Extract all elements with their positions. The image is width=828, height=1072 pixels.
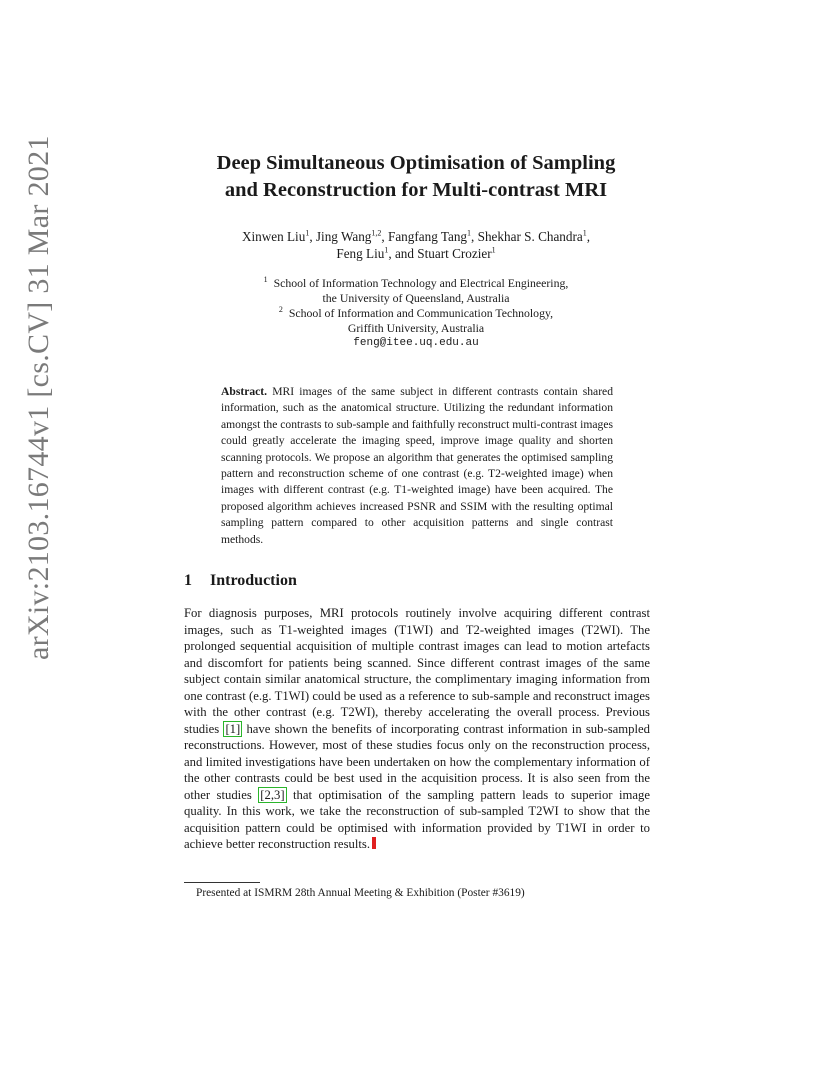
citation-link-2-3[interactable]: [2,3] (260, 787, 285, 802)
affiliation-text: School of Information Technology and Electrical Engineering, (273, 276, 569, 290)
author-sep: , (309, 229, 316, 244)
affiliation-text: School of Information and Communication Technology, (288, 306, 554, 320)
intro-text-part-2: have shown the benefits of incorporating contrast information in sub-sampled reconstructions. However, most of these studies focus only on the reconstruction process, and limited investigations have been undertaken on how the complementary information of the other contrasts could be best used in the acquisition process. It is also seen from the other studies (184, 721, 650, 802)
author-line-1 (170, 228, 662, 245)
section-number: 1 (184, 572, 192, 589)
author-affil-sup: 1 (467, 228, 472, 238)
citation-link-1[interactable]: [1] (225, 721, 241, 736)
author-affil-sup: 1 (491, 245, 496, 255)
author-name: Shekhar S. Chandra (477, 229, 583, 244)
paper-title (150, 150, 682, 204)
intro-text-part-3: that optimisation of the sampling pattern leads to superior image quality. In this work, we take the reconstruction of sub-sampled T2WI to show that the acquisition pattern could be optimised with information provided by T1WI in order to achieve better reconstruction results. (184, 787, 650, 851)
author-affil-sup: 1 (384, 245, 389, 255)
abstract-label: Abstract. (221, 385, 268, 398)
author-name: Stuart Crozier (417, 246, 492, 261)
author-name: Feng Liu (336, 246, 385, 261)
author-line-2 (170, 245, 662, 262)
author-name: Xinwen Liu (241, 229, 306, 244)
author-sep: , and (388, 246, 418, 261)
title-line-2: and Reconstruction for Multi-contrast MRI (224, 179, 608, 201)
abstract (221, 384, 613, 548)
abstract-text: MRI images of the same subject in different contrasts contain shared information, such as the anatomical structure. Utilizing the redundant information amongst the contrasts to sub-sample and faithfully reconstruct multi-contrast images could greatly accelerate the imaging speed, improve image quality and shorten scanning protocols. We propose an algorithm that generates the optimised sampling pattern and reconstruction scheme of one contrast (e.g. T2-weighted image) when images with different contrast (e.g. T1-weighted image) have been acquired. The proposed algorithm achieves increased PSNR and SSIM with the resulting optimal sampling pattern compared to other acquisition patterns and single contrast methods. (221, 385, 613, 546)
author-sep: , (586, 229, 591, 244)
affiliation-2-line-2: Griffith University, Australia (347, 321, 485, 335)
author-affil-sup: 1 (582, 228, 587, 238)
footnote-marker-link[interactable] (372, 837, 376, 849)
author-affil-sup: 1,2 (371, 228, 382, 238)
footnote: Presented at ISMRM 28th Annual Meeting & Exhibition (Poster #3619) (196, 887, 525, 899)
contact-email[interactable]: feng@itee.uq.edu.au (353, 337, 479, 349)
intro-text-part-1: For diagnosis purposes, MRI protocols routinely involve acquiring different contrast images, such as T1-weighted images (T1WI) and T2-weighted images (T2WI). The prolonged sequential acquisition of multiple contrast images can lead to motion artefacts and discomfort for patients being scanned. Since different contrast images of the same subject contain similar anatomical structure, the complimentary imaging information from one contrast (e.g. T1WI) could be used as a reference to sub-sample and reconstruct images with the other contrast (e.g. T2WI), thereby accelerating the overall process. Previous studies (184, 606, 650, 736)
section-title: Introduction (210, 572, 297, 589)
section-heading (184, 572, 297, 590)
intro-paragraph (184, 605, 650, 853)
author-affil-sup: 1 (305, 228, 310, 238)
author-sep: , (381, 229, 388, 244)
author-list (170, 228, 662, 262)
author-sep: , (471, 229, 478, 244)
author-name: Jing Wang (315, 229, 372, 244)
footnote-rule (184, 882, 260, 883)
title-line-1: Deep Simultaneous Optimisation of Sampling (216, 152, 616, 174)
affiliation-1-line-1 (200, 276, 632, 291)
affil-sup: 2 (278, 305, 283, 315)
affil-sup: 1 (263, 275, 268, 285)
affiliation-2-line-1 (200, 306, 632, 321)
arxiv-id: arXiv:2103.16744v1 [cs.CV] 31 Mar 2021 (22, 135, 55, 660)
author-name: Fangfang Tang (387, 229, 468, 244)
affiliations (200, 276, 632, 351)
affiliation-1-line-2: the University of Queensland, Australia (322, 291, 510, 305)
